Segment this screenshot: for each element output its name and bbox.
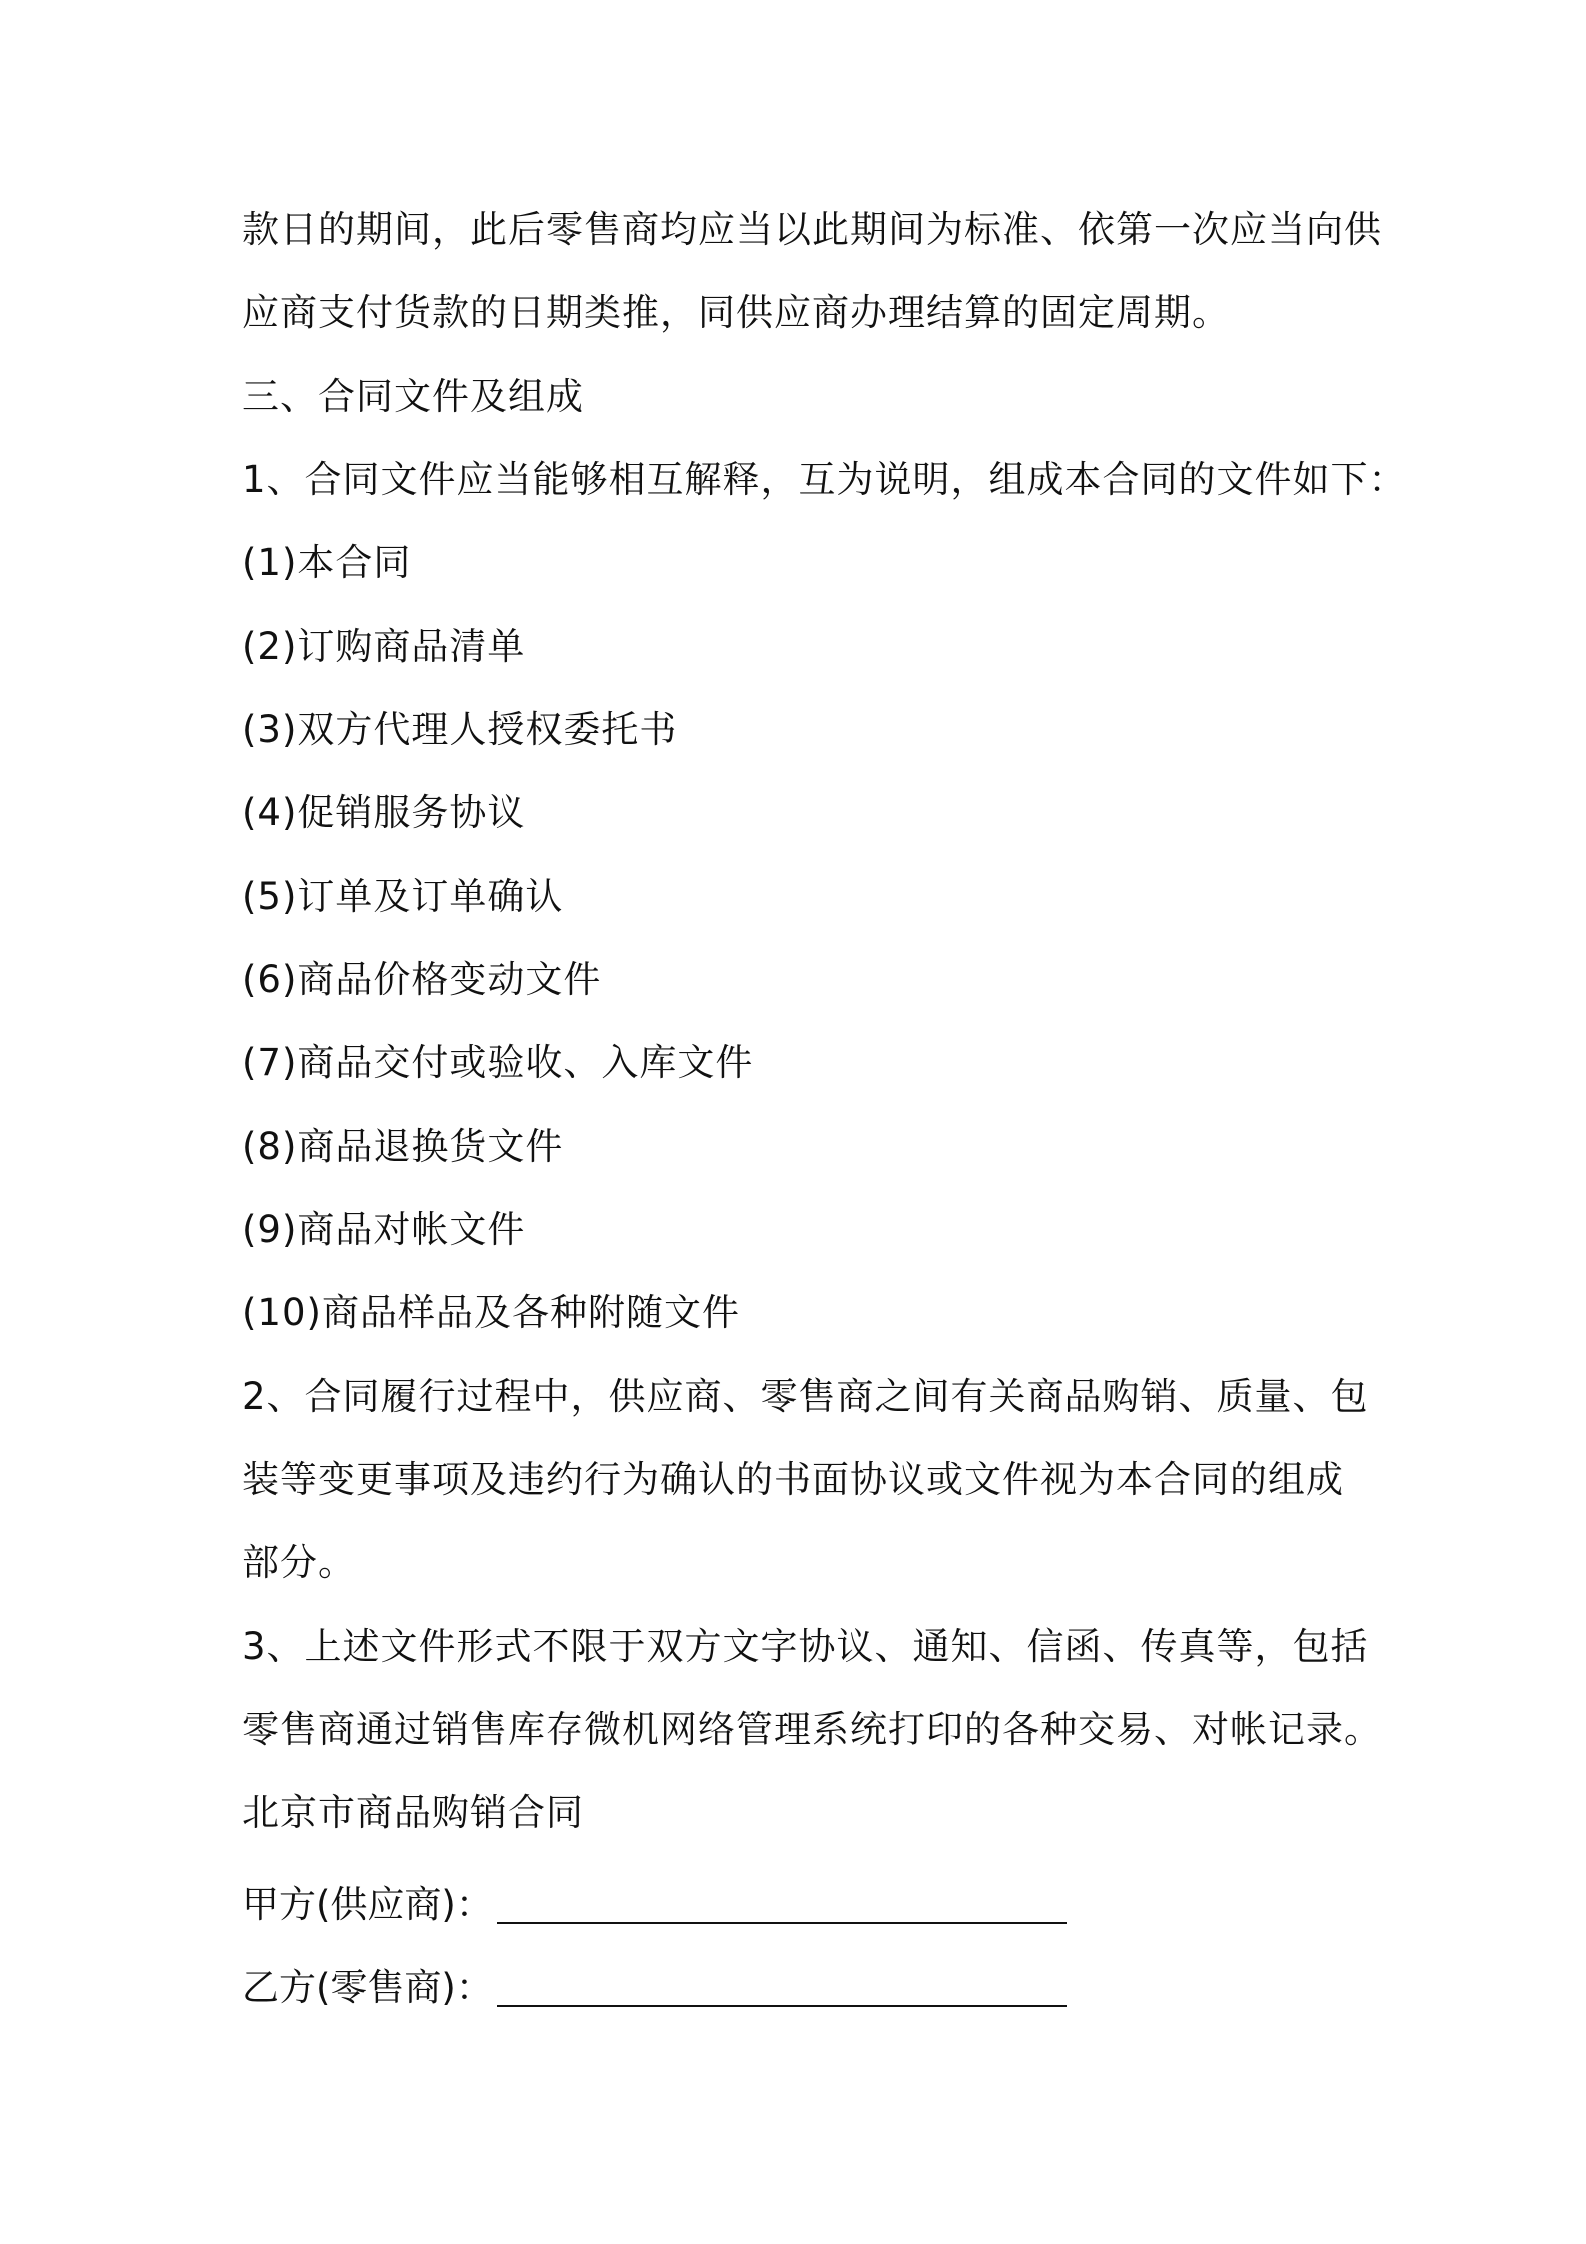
list-item: (10)商品样品及各种附随文件	[242, 1291, 740, 1334]
list-item: (9)商品对帐文件	[242, 1208, 526, 1251]
list-item: (8)商品退换货文件	[242, 1125, 564, 1168]
party-a-signature-row	[242, 1880, 493, 1930]
text-line: 3、上述文件形式不限于双方文字协议、通知、信函、传真等，包括	[242, 1625, 1369, 1668]
party-b-label: 乙方(零售商)：	[242, 1966, 493, 2009]
party-a-label: 甲方(供应商)：	[242, 1883, 493, 1926]
section-heading: 三、合同文件及组成	[242, 375, 584, 418]
list-item: (7)商品交付或验收、入库文件	[242, 1041, 754, 1084]
text-line: 2、合同履行过程中，供应商、零售商之间有关商品购销、质量、包	[242, 1375, 1369, 1418]
text-line: 部分。	[242, 1541, 356, 1584]
party-b-blank-line	[497, 2005, 1067, 2007]
list-item: (6)商品价格变动文件	[242, 958, 602, 1001]
text-line: 装等变更事项及违约行为确认的书面协议或文件视为本合同的组成	[242, 1458, 1344, 1501]
contract-title: 北京市商品购销合同	[242, 1791, 584, 1834]
list-item: (2)订购商品清单	[242, 625, 526, 668]
list-item: (4)促销服务协议	[242, 791, 526, 834]
list-item: (3)双方代理人授权委托书	[242, 708, 678, 751]
party-a-blank-line	[497, 1922, 1067, 1924]
list-item: (1)本合同	[242, 541, 412, 584]
text-line: 零售商通过销售库存微机网络管理系统打印的各种交易、对帐记录。	[242, 1708, 1382, 1751]
text-line: 应商支付货款的日期类推，同供应商办理结算的固定周期。	[242, 291, 1230, 334]
text-line: 款日的期间，此后零售商均应当以此期间为标准、依第一次应当向供	[242, 208, 1382, 251]
text-line: 1、合同文件应当能够相互解释，互为说明，组成本合同的文件如下：	[242, 458, 1407, 501]
list-item: (5)订单及订单确认	[242, 875, 564, 918]
party-b-signature-row	[242, 1963, 493, 2013]
